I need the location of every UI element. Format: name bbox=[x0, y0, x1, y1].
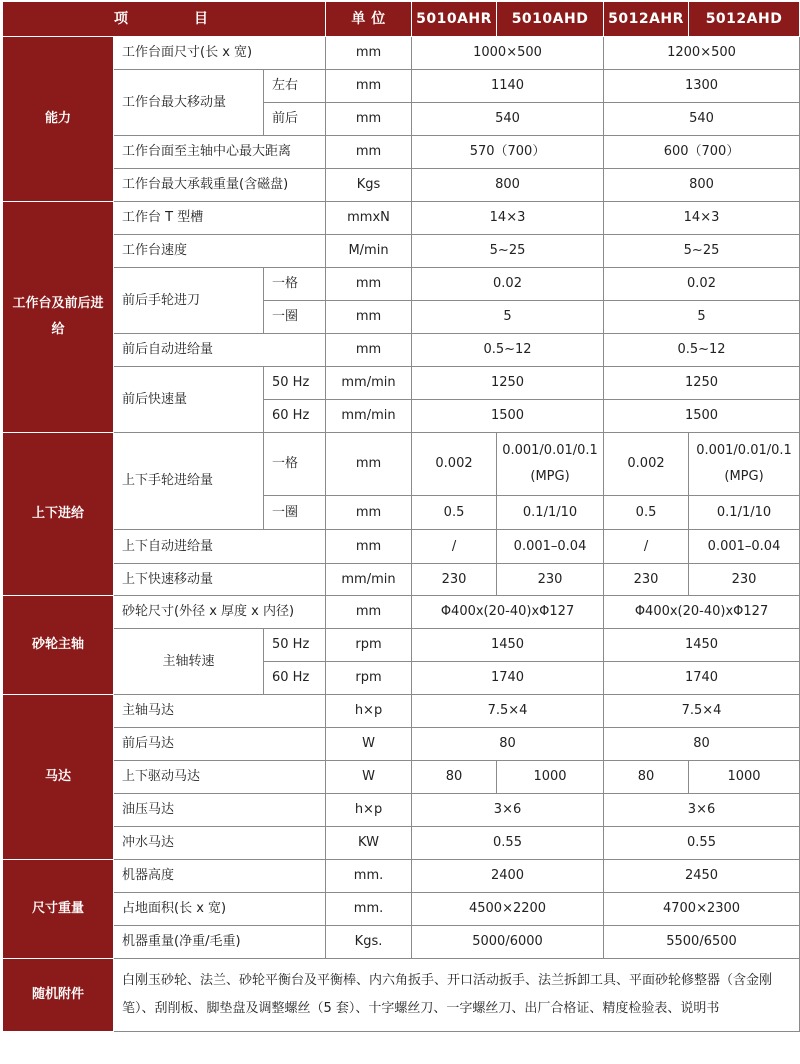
row-name: 上下手轮进给量 bbox=[114, 433, 264, 530]
row-name: 工作台速度 bbox=[114, 235, 326, 268]
value-5010: 5~25 bbox=[412, 235, 604, 268]
row-unit: mm bbox=[326, 530, 412, 564]
row-subname: 一圈 bbox=[264, 496, 326, 530]
category-accessories: 随机附件 bbox=[3, 959, 114, 1032]
value-5010: 0.55 bbox=[412, 827, 604, 860]
header-item bbox=[3, 2, 326, 37]
row-name: 工作台最大移动量 bbox=[114, 70, 264, 136]
category-dimensions: 尺寸重量 bbox=[3, 860, 114, 959]
table-row bbox=[3, 334, 800, 367]
row-name: 主轴转速 bbox=[114, 629, 264, 695]
row-name: 前后自动进给量 bbox=[114, 334, 326, 367]
row-name: 上下驱动马达 bbox=[114, 761, 326, 794]
value-5010: 7.5×4 bbox=[412, 695, 604, 728]
table-row bbox=[3, 860, 800, 893]
value-5010ahd: 230 bbox=[497, 564, 604, 596]
table-row bbox=[3, 235, 800, 268]
row-name: 主轴马达 bbox=[114, 695, 326, 728]
row-unit: mm bbox=[326, 596, 412, 629]
row-name: 砂轮尺寸(外径 x 厚度 x 内径) bbox=[114, 596, 326, 629]
header-model-5010ahd: 5010AHD bbox=[497, 2, 604, 37]
table-row bbox=[3, 893, 800, 926]
value-5010: 2400 bbox=[412, 860, 604, 893]
value-5012ahd: 1000 bbox=[689, 761, 800, 794]
value-5012: 3×6 bbox=[604, 794, 800, 827]
row-name: 占地面积(长 x 宽) bbox=[114, 893, 326, 926]
category-vertical-feed: 上下进给 bbox=[3, 433, 114, 596]
value-5012: 600（700） bbox=[604, 136, 800, 169]
row-name: 机器重量(净重/毛重) bbox=[114, 926, 326, 959]
value-5010ahd: 0.1/1/10 bbox=[497, 496, 604, 530]
row-unit: KW bbox=[326, 827, 412, 860]
value-5012: 80 bbox=[604, 728, 800, 761]
row-subname: 左右 bbox=[264, 70, 326, 103]
value-5012: 800 bbox=[604, 169, 800, 202]
value-5010: 570（700） bbox=[412, 136, 604, 169]
row-subname: 60 Hz bbox=[264, 662, 326, 695]
table-row bbox=[3, 202, 800, 235]
category-table-feed: 工作台及前后进给 bbox=[3, 202, 114, 433]
row-name: 工作台面至主轴中心最大距离 bbox=[114, 136, 326, 169]
accessories-text: 白刚玉砂轮、法兰、砂轮平衡台及平衡棒、内六角扳手、开口活动扳手、法兰拆卸工具、平面砂轮修整器（含金刚笔）、刮削板、脚垫盘及调整螺丝（5 套）、十字螺丝刀、一字螺丝刀、出厂合格证、精度检验表、说明书 bbox=[114, 959, 800, 1032]
value-5012ahr: 230 bbox=[604, 564, 689, 596]
value-5012: 4700×2300 bbox=[604, 893, 800, 926]
row-subname: 一格 bbox=[264, 268, 326, 301]
category-motor: 马达 bbox=[3, 695, 114, 860]
table-row bbox=[3, 136, 800, 169]
value-5012: 0.02 bbox=[604, 268, 800, 301]
table-row bbox=[3, 926, 800, 959]
table-row bbox=[3, 367, 800, 400]
value-5012ahr: / bbox=[604, 530, 689, 564]
table-row bbox=[3, 268, 800, 301]
table-row bbox=[3, 530, 800, 564]
value-5012: 5500/6500 bbox=[604, 926, 800, 959]
row-subname: 50 Hz bbox=[264, 367, 326, 400]
value-5010ahd: 0.001/0.01/0.1 (MPG) bbox=[497, 433, 604, 496]
row-unit: Kgs bbox=[326, 169, 412, 202]
value-5010: 0.02 bbox=[412, 268, 604, 301]
value-5012: 1740 bbox=[604, 662, 800, 695]
row-unit: W bbox=[326, 761, 412, 794]
value-5012: 1500 bbox=[604, 400, 800, 433]
row-name: 前后快速量 bbox=[114, 367, 264, 433]
row-name: 机器高度 bbox=[114, 860, 326, 893]
row-unit: mm bbox=[326, 70, 412, 103]
value-5010: 14×3 bbox=[412, 202, 604, 235]
value-5012: 5~25 bbox=[604, 235, 800, 268]
row-unit: mm/min bbox=[326, 400, 412, 433]
row-name: 前后马达 bbox=[114, 728, 326, 761]
row-name: 工作台 T 型槽 bbox=[114, 202, 326, 235]
row-unit: M/min bbox=[326, 235, 412, 268]
row-subname: 一格 bbox=[264, 433, 326, 496]
value-5010ahr: 230 bbox=[412, 564, 497, 596]
value-5010: 1500 bbox=[412, 400, 604, 433]
table-row bbox=[3, 629, 800, 662]
value-5010: 5 bbox=[412, 301, 604, 334]
row-unit: mm. bbox=[326, 893, 412, 926]
header-model-5012ahd: 5012AHD bbox=[689, 2, 800, 37]
row-name: 工作台面尺寸(长 x 宽) bbox=[114, 37, 326, 70]
value-5010: 1250 bbox=[412, 367, 604, 400]
table-row bbox=[3, 827, 800, 860]
header-model-5010ahr: 5010AHR bbox=[412, 2, 497, 37]
value-5012ahr: 0.5 bbox=[604, 496, 689, 530]
row-unit: mmxN bbox=[326, 202, 412, 235]
value-5012: Φ400x(20-40)xΦ127 bbox=[604, 596, 800, 629]
value-5010: 1000×500 bbox=[412, 37, 604, 70]
value-5012: 1300 bbox=[604, 70, 800, 103]
table-row bbox=[3, 728, 800, 761]
value-5012: 1200×500 bbox=[604, 37, 800, 70]
row-unit: mm bbox=[326, 496, 412, 530]
value-5010: 1450 bbox=[412, 629, 604, 662]
value-5010ahr: 0.002 bbox=[412, 433, 497, 496]
row-unit: h×p bbox=[326, 695, 412, 728]
table-row bbox=[3, 169, 800, 202]
value-5010ahd: 1000 bbox=[497, 761, 604, 794]
value-5012: 14×3 bbox=[604, 202, 800, 235]
table-row bbox=[3, 433, 800, 496]
row-subname: 50 Hz bbox=[264, 629, 326, 662]
value-5010ahr: 0.5 bbox=[412, 496, 497, 530]
table-row bbox=[3, 794, 800, 827]
value-5012: 540 bbox=[604, 103, 800, 136]
row-name: 前后手轮进刀 bbox=[114, 268, 264, 334]
row-name: 上下自动进给量 bbox=[114, 530, 326, 564]
value-5010: 80 bbox=[412, 728, 604, 761]
value-5012ahd: 0.1/1/10 bbox=[689, 496, 800, 530]
row-unit: mm bbox=[326, 37, 412, 70]
table-row bbox=[3, 564, 800, 596]
row-unit: mm bbox=[326, 136, 412, 169]
row-unit: rpm bbox=[326, 629, 412, 662]
row-subname: 60 Hz bbox=[264, 400, 326, 433]
value-5010: 4500×2200 bbox=[412, 893, 604, 926]
value-5012: 0.5~12 bbox=[604, 334, 800, 367]
row-name: 工作台最大承载重量(含磁盘) bbox=[114, 169, 326, 202]
value-5012: 2450 bbox=[604, 860, 800, 893]
header-unit: 单 位 bbox=[326, 2, 412, 37]
row-subname: 一圈 bbox=[264, 301, 326, 334]
value-5012: 5 bbox=[604, 301, 800, 334]
header-item-b: 目 bbox=[194, 11, 214, 27]
table-row bbox=[3, 695, 800, 728]
table-row bbox=[3, 596, 800, 629]
row-name: 冲水马达 bbox=[114, 827, 326, 860]
value-5010: 1140 bbox=[412, 70, 604, 103]
value-5012: 1250 bbox=[604, 367, 800, 400]
row-unit: mm bbox=[326, 268, 412, 301]
value-5012: 1450 bbox=[604, 629, 800, 662]
value-5012: 7.5×4 bbox=[604, 695, 800, 728]
value-5010: 800 bbox=[412, 169, 604, 202]
row-unit: mm bbox=[326, 301, 412, 334]
spec-table bbox=[2, 1, 800, 1032]
table-row bbox=[3, 37, 800, 70]
row-name: 上下快速移动量 bbox=[114, 564, 326, 596]
value-5012ahd: 230 bbox=[689, 564, 800, 596]
row-name: 油压马达 bbox=[114, 794, 326, 827]
table-row bbox=[3, 959, 800, 1032]
value-5010: 540 bbox=[412, 103, 604, 136]
category-capacity: 能力 bbox=[3, 37, 114, 202]
row-unit: mm. bbox=[326, 860, 412, 893]
value-5012: 0.55 bbox=[604, 827, 800, 860]
value-5012ahr: 80 bbox=[604, 761, 689, 794]
value-5010: 1740 bbox=[412, 662, 604, 695]
header-row bbox=[3, 2, 800, 37]
value-5010: 3×6 bbox=[412, 794, 604, 827]
row-unit: W bbox=[326, 728, 412, 761]
value-5010: 0.5~12 bbox=[412, 334, 604, 367]
value-5012ahr: 0.002 bbox=[604, 433, 689, 496]
row-unit: mm bbox=[326, 103, 412, 136]
header-model-5012ahr: 5012AHR bbox=[604, 2, 689, 37]
row-unit: mm/min bbox=[326, 367, 412, 400]
row-unit: rpm bbox=[326, 662, 412, 695]
row-unit: mm/min bbox=[326, 564, 412, 596]
value-5012ahd: 0.001/0.01/0.1 (MPG) bbox=[689, 433, 800, 496]
row-unit: mm bbox=[326, 334, 412, 367]
table-row bbox=[3, 761, 800, 794]
value-5010ahr: / bbox=[412, 530, 497, 564]
header-item-a: 项 bbox=[114, 11, 134, 27]
row-unit: h×p bbox=[326, 794, 412, 827]
row-unit: mm bbox=[326, 433, 412, 496]
value-5010ahr: 80 bbox=[412, 761, 497, 794]
category-spindle: 砂轮主轴 bbox=[3, 596, 114, 695]
row-unit: Kgs. bbox=[326, 926, 412, 959]
value-5010: Φ400x(20-40)xΦ127 bbox=[412, 596, 604, 629]
value-5012ahd: 0.001–0.04 bbox=[689, 530, 800, 564]
row-subname: 前后 bbox=[264, 103, 326, 136]
table-row bbox=[3, 70, 800, 103]
value-5010: 5000/6000 bbox=[412, 926, 604, 959]
value-5010ahd: 0.001–0.04 bbox=[497, 530, 604, 564]
